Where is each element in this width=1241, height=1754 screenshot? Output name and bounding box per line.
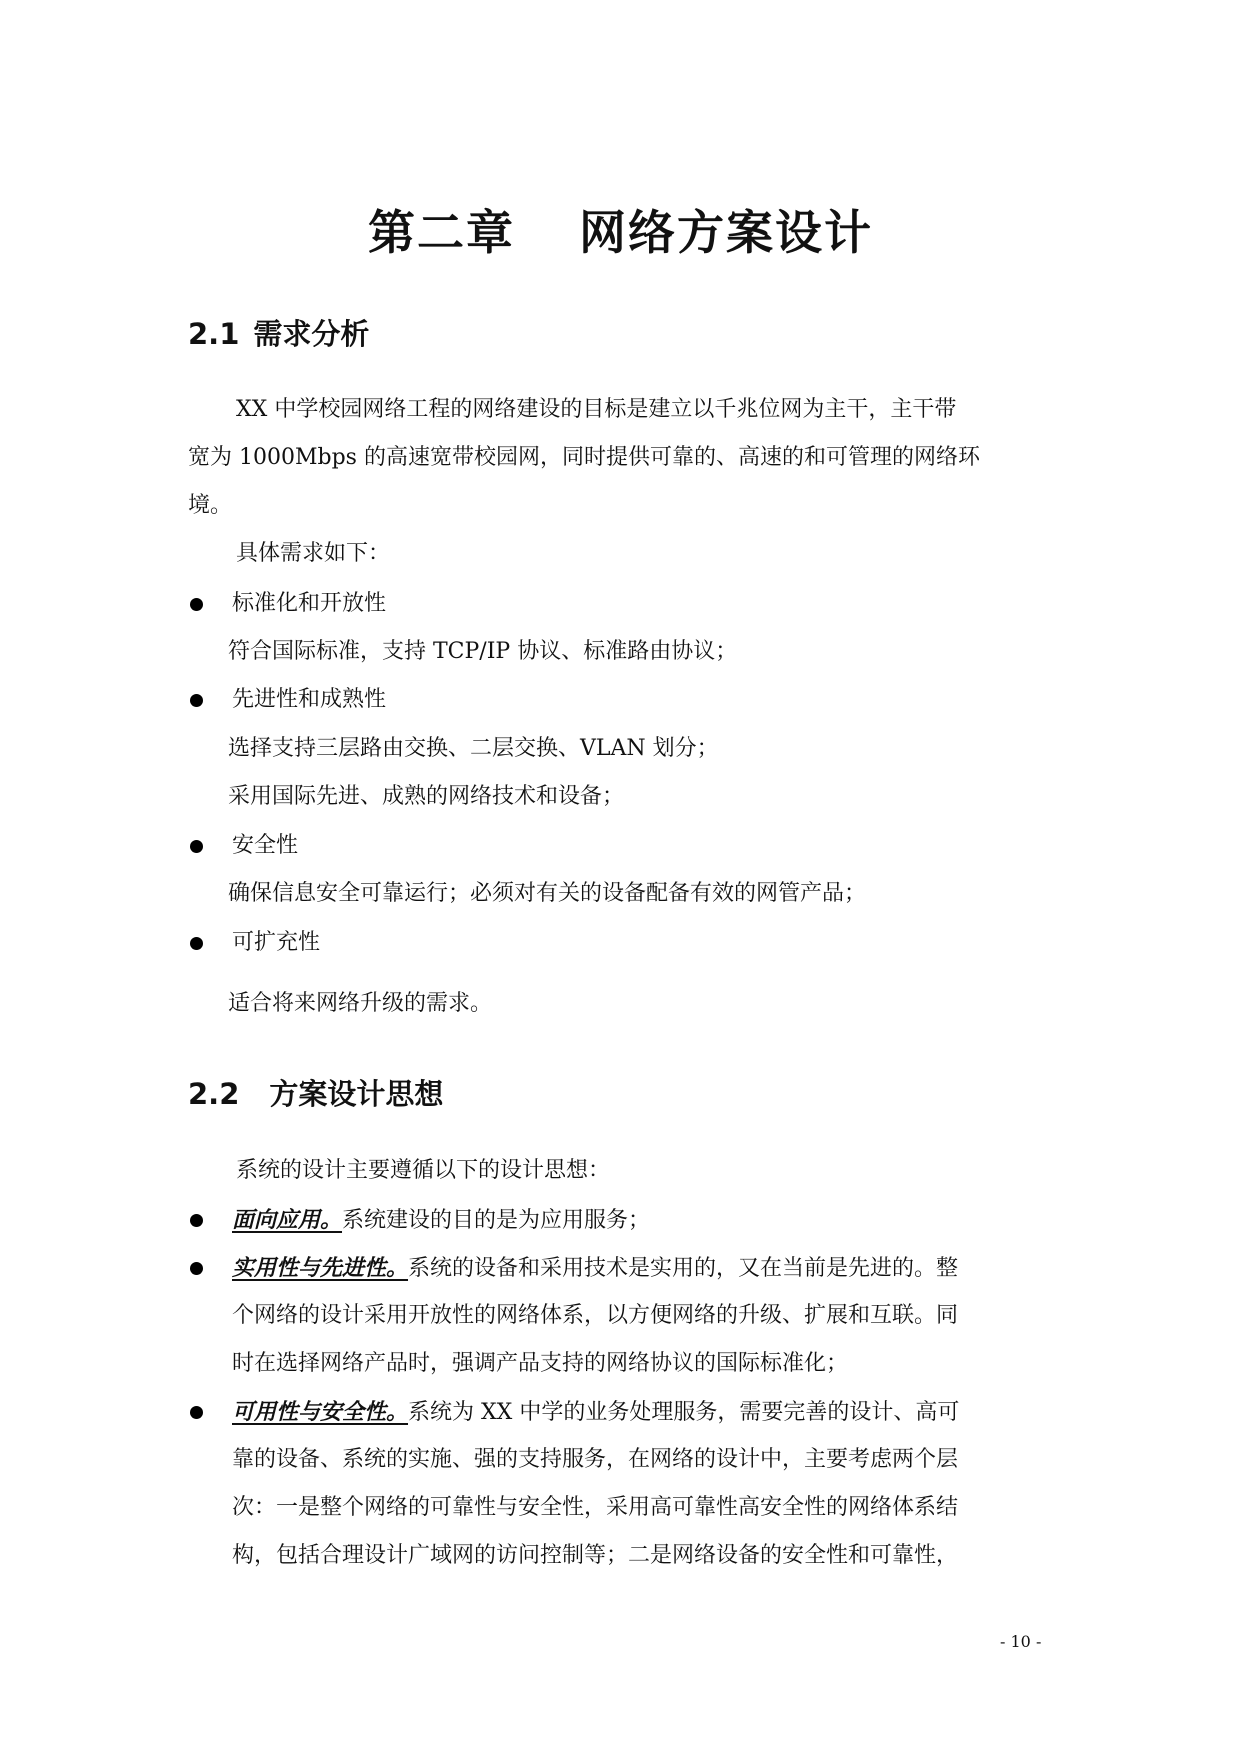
chapter-number: 第二章 bbox=[368, 206, 515, 261]
page-number: - 10 - bbox=[1000, 1632, 1042, 1651]
chapter-name: 网络方案设计 bbox=[579, 206, 873, 261]
principle-line bbox=[232, 1252, 958, 1285]
bullet-icon bbox=[190, 1262, 203, 1275]
principle-text: 系统为 XX 中学的业务处理服务，需要完善的设计、高可 bbox=[408, 1400, 960, 1425]
paragraph-line: 宽为 1000Mbps 的高速宽带校园网，同时提供可靠的、高速的和可管理的网络环 bbox=[188, 445, 980, 470]
principle-text: 次：一是整个网络的可靠性与安全性，采用高可靠性高安全性的网络体系结 bbox=[232, 1495, 959, 1520]
principle-text: 系统的设备和采用技术是实用的，又在当前是先进的。整 bbox=[408, 1256, 959, 1281]
principle-text: 靠的设备、系统的实施、强的支持服务，在网络的设计中，主要考虑两个层 bbox=[232, 1447, 959, 1472]
requirement-detail: 确保信息安全可靠运行；必须对有关的设备配备有效的网管产品； bbox=[228, 881, 867, 906]
requirement-detail: 符合国际标准，支持 TCP/IP 协议、标准路由协议； bbox=[228, 639, 738, 664]
section-number: 2.1 bbox=[188, 317, 240, 351]
section-title: 方案设计思想 bbox=[269, 1077, 444, 1111]
principle-text: 系统建设的目的是为应用服务； bbox=[342, 1208, 651, 1233]
bullet-icon bbox=[190, 694, 203, 707]
chapter-title bbox=[0, 196, 1241, 263]
principle-text: 构，包括合理设计广域网的访问控制等；二是网络设备的安全性和可靠性， bbox=[232, 1543, 959, 1568]
requirement-label: 可扩充性 bbox=[232, 930, 321, 955]
principle-text: 时在选择网络产品时，强调产品支持的网络协议的国际标准化； bbox=[232, 1351, 849, 1376]
section-title: 需求分析 bbox=[253, 317, 370, 351]
principle-line bbox=[232, 1396, 959, 1429]
section-number: 2.2 bbox=[188, 1077, 240, 1111]
bullet-icon bbox=[190, 598, 203, 611]
bullet-icon bbox=[190, 937, 203, 950]
list-intro: 系统的设计主要遵循以下的设计思想： bbox=[236, 1158, 611, 1183]
paragraph-line: 境。 bbox=[188, 493, 233, 518]
list-intro: 具体需求如下： bbox=[236, 541, 391, 566]
requirement-label: 标准化和开放性 bbox=[232, 591, 387, 616]
principle-line bbox=[232, 1204, 650, 1237]
requirement-label: 先进性和成熟性 bbox=[232, 687, 387, 712]
requirement-detail: 适合将来网络升级的需求。 bbox=[228, 991, 493, 1016]
principle-term: 实用性与先进性。 bbox=[232, 1255, 409, 1281]
section-heading-2-2 bbox=[188, 1072, 443, 1113]
principle-text: 个网络的设计采用开放性的网络体系，以方便网络的升级、扩展和互联。同 bbox=[232, 1303, 959, 1328]
paragraph-line: XX 中学校园网络工程的网络建设的目标是建立以千兆位网为主干，主干带 bbox=[236, 397, 957, 422]
bullet-icon bbox=[190, 840, 203, 853]
requirement-label: 安全性 bbox=[232, 833, 299, 858]
section-heading-2-1 bbox=[188, 312, 369, 353]
bullet-icon bbox=[190, 1214, 203, 1227]
requirement-detail: 选择支持三层路由交换、二层交换、VLAN 划分； bbox=[228, 736, 719, 761]
bullet-icon bbox=[190, 1406, 203, 1419]
requirement-detail: 采用国际先进、成熟的网络技术和设备； bbox=[228, 784, 625, 809]
principle-term: 可用性与安全性。 bbox=[232, 1399, 409, 1425]
principle-term: 面向应用。 bbox=[232, 1207, 343, 1233]
